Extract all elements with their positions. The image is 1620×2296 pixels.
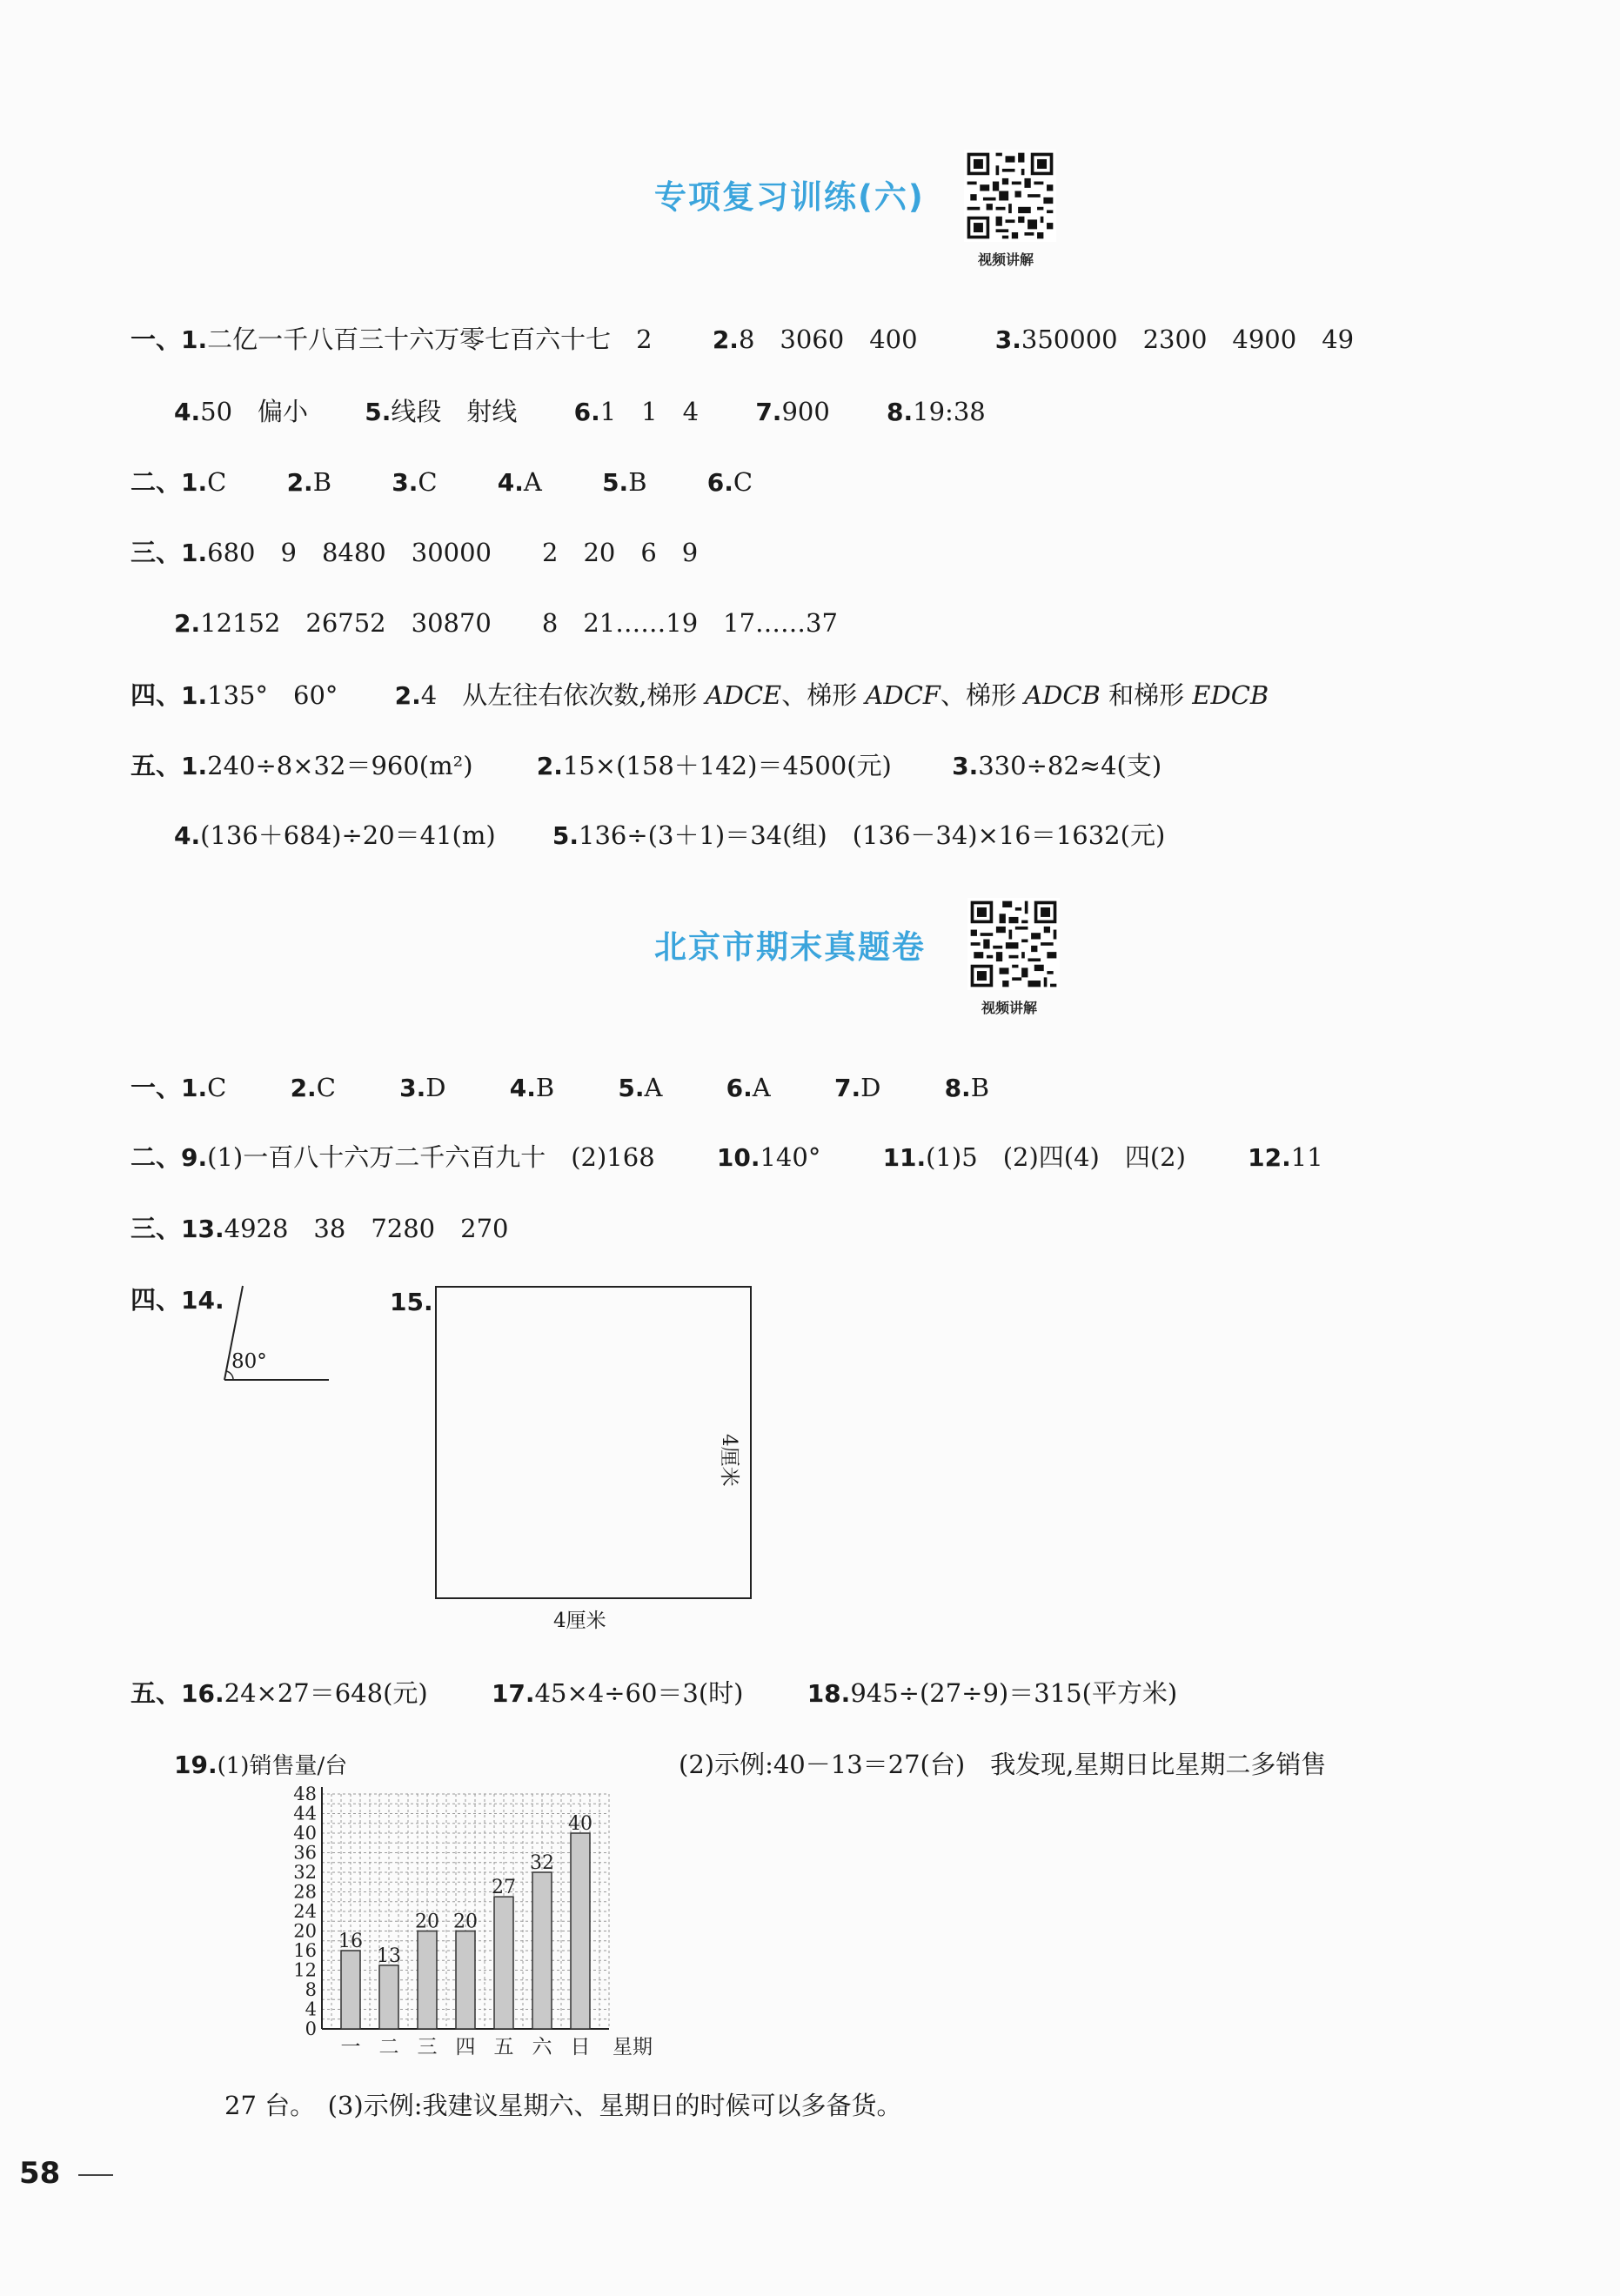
x-tick-label: 日 — [570, 2036, 591, 2058]
section-title-2: 北京市期末真题卷 — [654, 928, 926, 966]
s1-line-8: 4.(136＋684)÷20＝41(m) 5.136÷(3＋1)＝34(组) (136－34)×16＝1632(元) — [174, 820, 1166, 850]
s1-line-4: 三、1.680 9 8480 30000 2 20 6 9 — [131, 538, 699, 567]
s2-line-5: 五、16.24×27＝648(元) 17.45×4÷60＝3(时) 18.945÷(27÷9)＝315(平方米) — [131, 1678, 1178, 1708]
bar — [456, 1931, 475, 2030]
x-tick-label: 二 — [378, 2036, 399, 2058]
qr-caption-1: 视频讲解 — [978, 251, 1034, 268]
sales-bar-chart — [270, 1775, 679, 2071]
bar — [494, 1897, 513, 2029]
y-tick-label: 20 — [293, 1920, 317, 1942]
y-tick-label: 16 — [293, 1940, 317, 1961]
bar-value-label: 16 — [338, 1931, 363, 1952]
y-tick-label: 44 — [293, 1803, 317, 1824]
y-tick-label: 32 — [293, 1862, 317, 1883]
square-side-label: 4厘米 — [718, 1434, 740, 1487]
s2-q14-label: 四、14. — [131, 1285, 224, 1315]
bar — [418, 1931, 437, 2030]
bar — [532, 1872, 552, 2029]
s2-q19-part2: (2)示例:40－13＝27(台) 我发现,星期日比星期二多销售 — [679, 1750, 1327, 1779]
s1-line-6: 四、1.135° 60° 2.4 从左往右依次数,梯形 ADCE、梯形 ADCF、梯形 ADCB 和梯形 EDCB — [131, 680, 1269, 710]
x-tick-label: 五 — [493, 2036, 514, 2058]
bar-value-label: 32 — [530, 1852, 554, 1874]
s2-line-1: 一、1.C 2.C 3.D 4.B 5.A 6.A 7.D 8.B — [131, 1073, 990, 1102]
square-bottom-label: 4厘米 — [553, 1610, 606, 1632]
y-tick-label: 12 — [293, 1959, 317, 1981]
page-number-rule — [78, 2174, 113, 2176]
y-tick-label: 36 — [293, 1842, 317, 1864]
s2-line-7: 27 台。 (3)示例:我建议星期六、星期日的时候可以多备货。 — [224, 2091, 902, 2120]
s2-q19-label: 19.(1)销售量/台 — [174, 1750, 348, 1779]
bar-value-label: 27 — [492, 1877, 516, 1899]
square-drawing — [435, 1286, 752, 1599]
x-axis-label: 星期 — [613, 2036, 653, 2058]
qr-caption-2: 视频讲解 — [981, 1000, 1038, 1016]
x-tick-label: 一 — [340, 2036, 361, 2058]
s1-line-5: 2.12152 26752 30870 8 21……19 17……37 — [174, 608, 838, 638]
y-tick-label: 0 — [305, 2018, 317, 2039]
bar — [571, 1833, 590, 2029]
page-number: 58 — [19, 2156, 61, 2191]
y-tick-label: 24 — [293, 1901, 317, 1922]
y-tick-label: 28 — [293, 1881, 317, 1903]
y-tick-label: 4 — [305, 1998, 317, 2020]
bar — [379, 1965, 398, 2029]
s2-line-2: 二、9.(1)一百八十六万二千六百九十 (2)168 10.140° 11.(1)5 (2)四(4) 四(2) 12.11 — [131, 1142, 1323, 1172]
x-tick-label: 三 — [417, 2036, 438, 2058]
x-tick-label: 四 — [455, 2036, 476, 2058]
s1-line-3: 二、1.C 2.B 3.C 4.A 5.B 6.C — [131, 467, 753, 497]
section-title-1: 专项复习训练(六) — [654, 178, 925, 216]
qr-code-icon[interactable] — [967, 898, 1060, 990]
s1-line-1: 一、1.二亿一千八百三十六万零七百六十七 2 2.8 3060 400 3.350000 2300 4900 49 — [131, 325, 1355, 354]
bar-value-label: 13 — [377, 1945, 401, 1967]
bar-value-label: 40 — [568, 1813, 592, 1835]
s2-q15-label: 15. — [390, 1288, 433, 1316]
y-tick-label: 8 — [305, 1979, 317, 2000]
x-tick-label: 六 — [532, 2036, 552, 2058]
bar-value-label: 20 — [415, 1911, 439, 1933]
angle-label: 80° — [231, 1350, 267, 1373]
y-tick-label: 40 — [293, 1823, 317, 1844]
bar-value-label: 20 — [453, 1911, 478, 1933]
s2-line-3: 三、13.4928 38 7280 270 — [131, 1214, 509, 1243]
bar — [341, 1951, 360, 2029]
s1-line-2: 4.50 偏小 5.线段 射线 6.1 1 4 7.900 8.19:38 — [174, 397, 986, 426]
s1-line-7: 五、1.240÷8×32＝960(m²) 2.15×(158＋142)＝4500(元) 3.330÷82≈4(支) — [131, 751, 1162, 780]
qr-code-icon[interactable] — [964, 150, 1056, 242]
y-tick-label: 48 — [293, 1784, 317, 1804]
